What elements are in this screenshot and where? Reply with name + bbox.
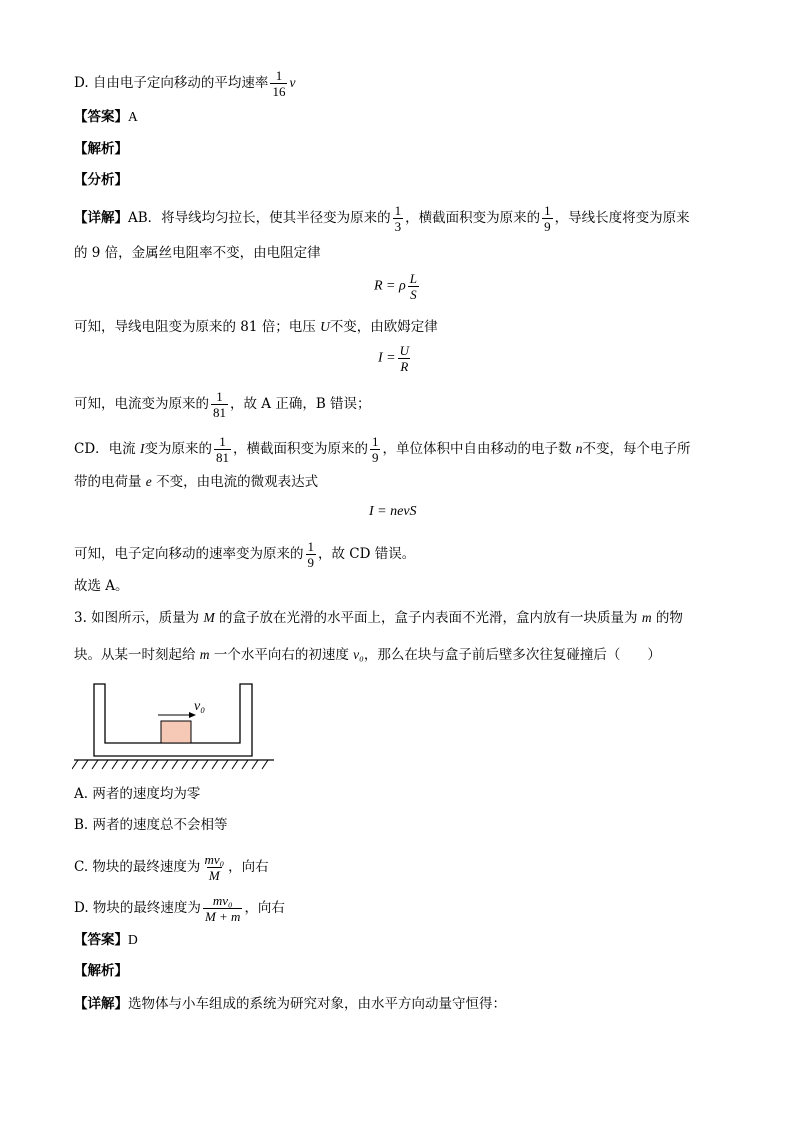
question-3-line-2: 块。从某一时刻起给 m 一个水平向右的初速度 v₀，那么在块与盒子前后壁多次往复碰撞后（ ） (74, 647, 661, 663)
detail-line-8: 故选 A。 (74, 578, 129, 594)
box-block-figure (72, 680, 278, 772)
equation-resistance-law: R = ρ $\frac{L}{S}$ (374, 271, 417, 302)
fraction: $\frac{1}{3}$ (394, 203, 402, 234)
detail-line-3: 可知，导线电阻变为原来的 81 倍；电压 U不变，由欧姆定律 (74, 319, 438, 335)
detail-line-7: 可知，电子定向移动的速率变为原来的 $\frac{1}{9}$ ，故 CD 错误。 (74, 539, 416, 570)
option-d: D. 物块的最终速度为 $\frac{\text{mv₀}}{M + m}$ ，向右 (74, 893, 285, 924)
jiexi-heading-2: 【解析】 (74, 963, 128, 979)
fenxi-heading: 【分析】 (74, 172, 128, 188)
equation-current-micro: I = nevS (369, 504, 417, 519)
box-outline (94, 684, 252, 756)
prev-option-d: D. 自由电子定向移动的平均速率 $\frac{1}{16}$ v (74, 68, 296, 99)
answer-line-1: 【答案】A (74, 109, 138, 125)
v0-label: v₀ (194, 699, 206, 714)
detail-line-5: CD．电流 I变为原来的 $\frac{1}{81}$ ，横截面积变为原来的 $\frac{1}{9}$ ，单位体积中自由移动的电子数 n不变，每个电子所 (74, 434, 691, 465)
fraction: $\frac{1}{16}$ (272, 68, 286, 99)
option-a: A. 两者的速度均为零 (74, 786, 201, 802)
detail-line-6: 带的电荷量 e 不变，由电流的微观表达式 (74, 474, 319, 490)
ground-hatching (72, 760, 268, 769)
detail-line-2: 的 9 倍，金属丝电阻率不变，由电阻定律 (74, 245, 321, 261)
answer-line-2: 【答案】D (74, 932, 138, 948)
fraction: $\frac{1}{9}$ (544, 203, 551, 234)
question-3-line-1: 3. 如图所示，质量为 M 的盒子放在光滑的水平面上，盒子内表面不光滑，盒内放有一块质量为 m 的物 (74, 610, 683, 626)
block (161, 721, 191, 743)
detail-line-4: 可知，电流变为原来的 $\frac{1}{81}$ ，故 A 正确，B 错误； (74, 389, 371, 420)
equation-ohm-law: I = $\frac{U}{R}$ (378, 343, 409, 374)
jiexi-heading-1: 【解析】 (74, 141, 128, 157)
detail-line-1: 【详解】AB．将导线均匀拉长，使其半径变为原来的 $\frac{1}{3}$ ，横截面积变为原来的 $\frac{1}{9}$ ，导线长度将变为原来 (74, 203, 690, 234)
detail-line-final: 【详解】选物体与小车组成的系统为研究对象，由水平方向动量守恒得： (74, 996, 506, 1012)
option-c: C. 物块的最终速度为 $\frac{\text{mv₀}}{M}$ ，向右 (74, 852, 269, 883)
option-b: B. 两者的速度总不会相等 (74, 817, 228, 833)
